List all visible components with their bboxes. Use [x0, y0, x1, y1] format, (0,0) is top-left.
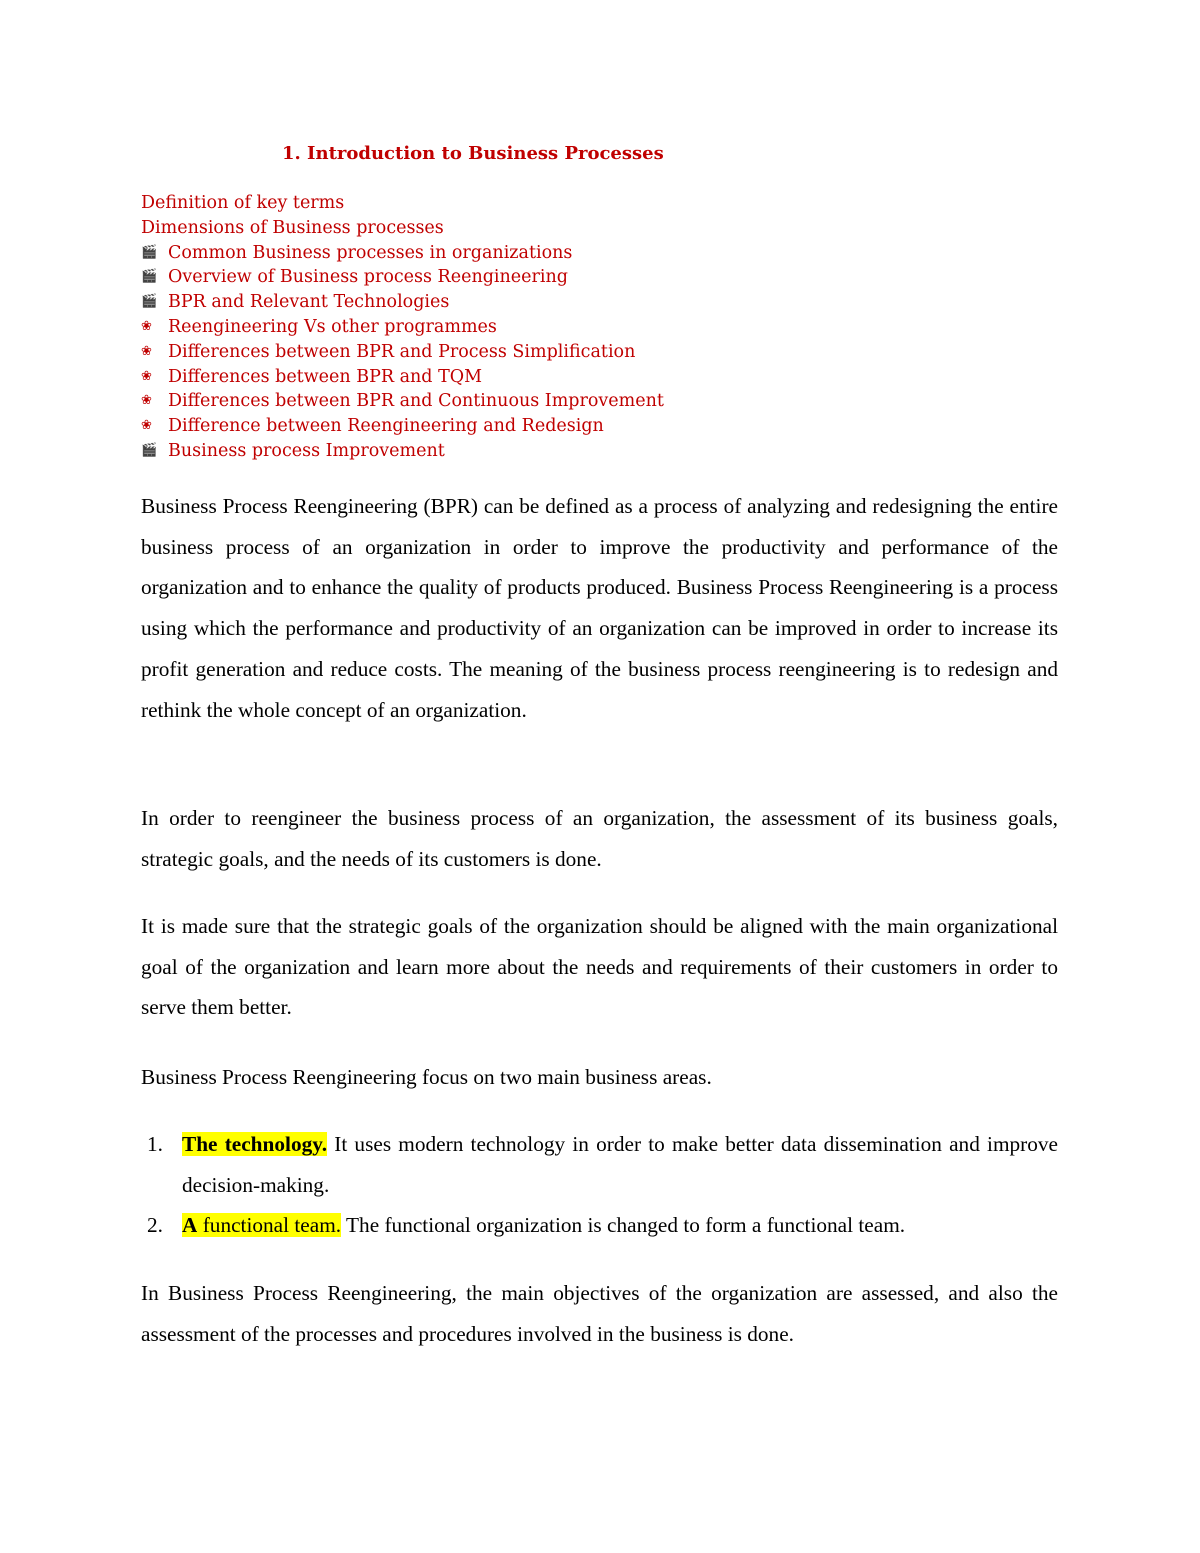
- topic-item: [141, 265, 841, 290]
- highlighted-term: The technology.: [182, 1132, 328, 1156]
- list-item-text: It uses modern technology in order to make better data dissemination and improve decision-making.: [182, 1132, 1059, 1197]
- topic-item: [141, 191, 841, 216]
- topic-item: [141, 216, 841, 241]
- topic-item: [141, 340, 841, 365]
- list-item: [141, 1124, 1058, 1205]
- topic-text: Business process Improvement: [168, 440, 445, 461]
- paragraph-focus-areas: Business Process Reengineering focus on two main business areas.: [141, 1065, 712, 1089]
- paragraph-strategic-goals: It is made sure that the strategic goals of the organization should be aligned with the main organizational goal of the organization and learn more about the needs and requirements of their customers in order to serve them better.: [141, 914, 1058, 1020]
- focus-areas-list: [141, 1124, 1058, 1246]
- clapperboard-icon: 🎬: [141, 269, 158, 285]
- topic-text: BPR and Relevant Technologies: [168, 292, 450, 313]
- flower-bullet-icon: ❀: [141, 318, 152, 334]
- topic-text: Common Business processes in organizations: [168, 242, 573, 263]
- topic-item: [141, 290, 841, 315]
- topic-text: Difference between Reengineering and Redesign: [168, 416, 604, 437]
- topic-text: Definition of key terms: [141, 193, 345, 213]
- highlighted-term: functional team.: [197, 1213, 342, 1238]
- topic-item: [141, 389, 841, 414]
- clapperboard-icon: 🎬: [141, 294, 158, 310]
- highlighted-term-initial: A: [182, 1213, 198, 1238]
- topic-item: [141, 365, 841, 390]
- flower-bullet-icon: ❀: [141, 368, 152, 384]
- section-heading: 1. Introduction to Business Processes: [282, 143, 664, 164]
- topic-text: Differences between BPR and Continuous Improvement: [168, 391, 664, 412]
- list-number: 1.: [147, 1132, 163, 1156]
- list-item: [141, 1205, 1058, 1246]
- paragraph-objectives: In Business Process Reengineering, the main objectives of the organization are assessed, and also the assessment of the processes and procedures involved in the business is done.: [141, 1281, 1058, 1346]
- paragraph-assessment: In order to reengineer the business process of an organization, the assessment of its business goals, strategic goals, and the needs of its customers is done.: [141, 806, 1058, 871]
- topic-text: Overview of Business process Reengineering: [168, 267, 568, 288]
- list-number: 2.: [147, 1213, 163, 1238]
- topic-list: [141, 191, 841, 464]
- topic-text: Reengineering Vs other programmes: [168, 316, 497, 337]
- topic-item: [141, 439, 841, 464]
- flower-bullet-icon: ❀: [141, 393, 152, 409]
- topic-item: [141, 414, 841, 439]
- topic-text: Differences between BPR and TQM: [168, 366, 483, 387]
- list-item-text: The functional organization is changed to form a functional team.: [341, 1213, 906, 1238]
- clapperboard-icon: 🎬: [141, 442, 158, 458]
- flower-bullet-icon: ❀: [141, 418, 152, 434]
- topic-item: [141, 315, 841, 340]
- topic-item: [141, 241, 841, 266]
- topic-text: Differences between BPR and Process Simplification: [168, 341, 636, 362]
- topic-text: Dimensions of Business processes: [141, 217, 444, 238]
- paragraph-bpr-definition: Business Process Reengineering (BPR) can be defined as a process of analyzing and redesigning the entire business process of an organization in order to improve the productivity and performance of the organization and to enhance the quality of products produced. Business Process Reengineering is a process using which the performance and productivity of an organization can be improved in order to increase its profit generation and reduce costs. The meaning of the business process reengineering is to redesign and rethink the whole concept of an organization.: [141, 494, 1058, 722]
- clapperboard-icon: 🎬: [141, 244, 158, 260]
- flower-bullet-icon: ❀: [141, 343, 152, 359]
